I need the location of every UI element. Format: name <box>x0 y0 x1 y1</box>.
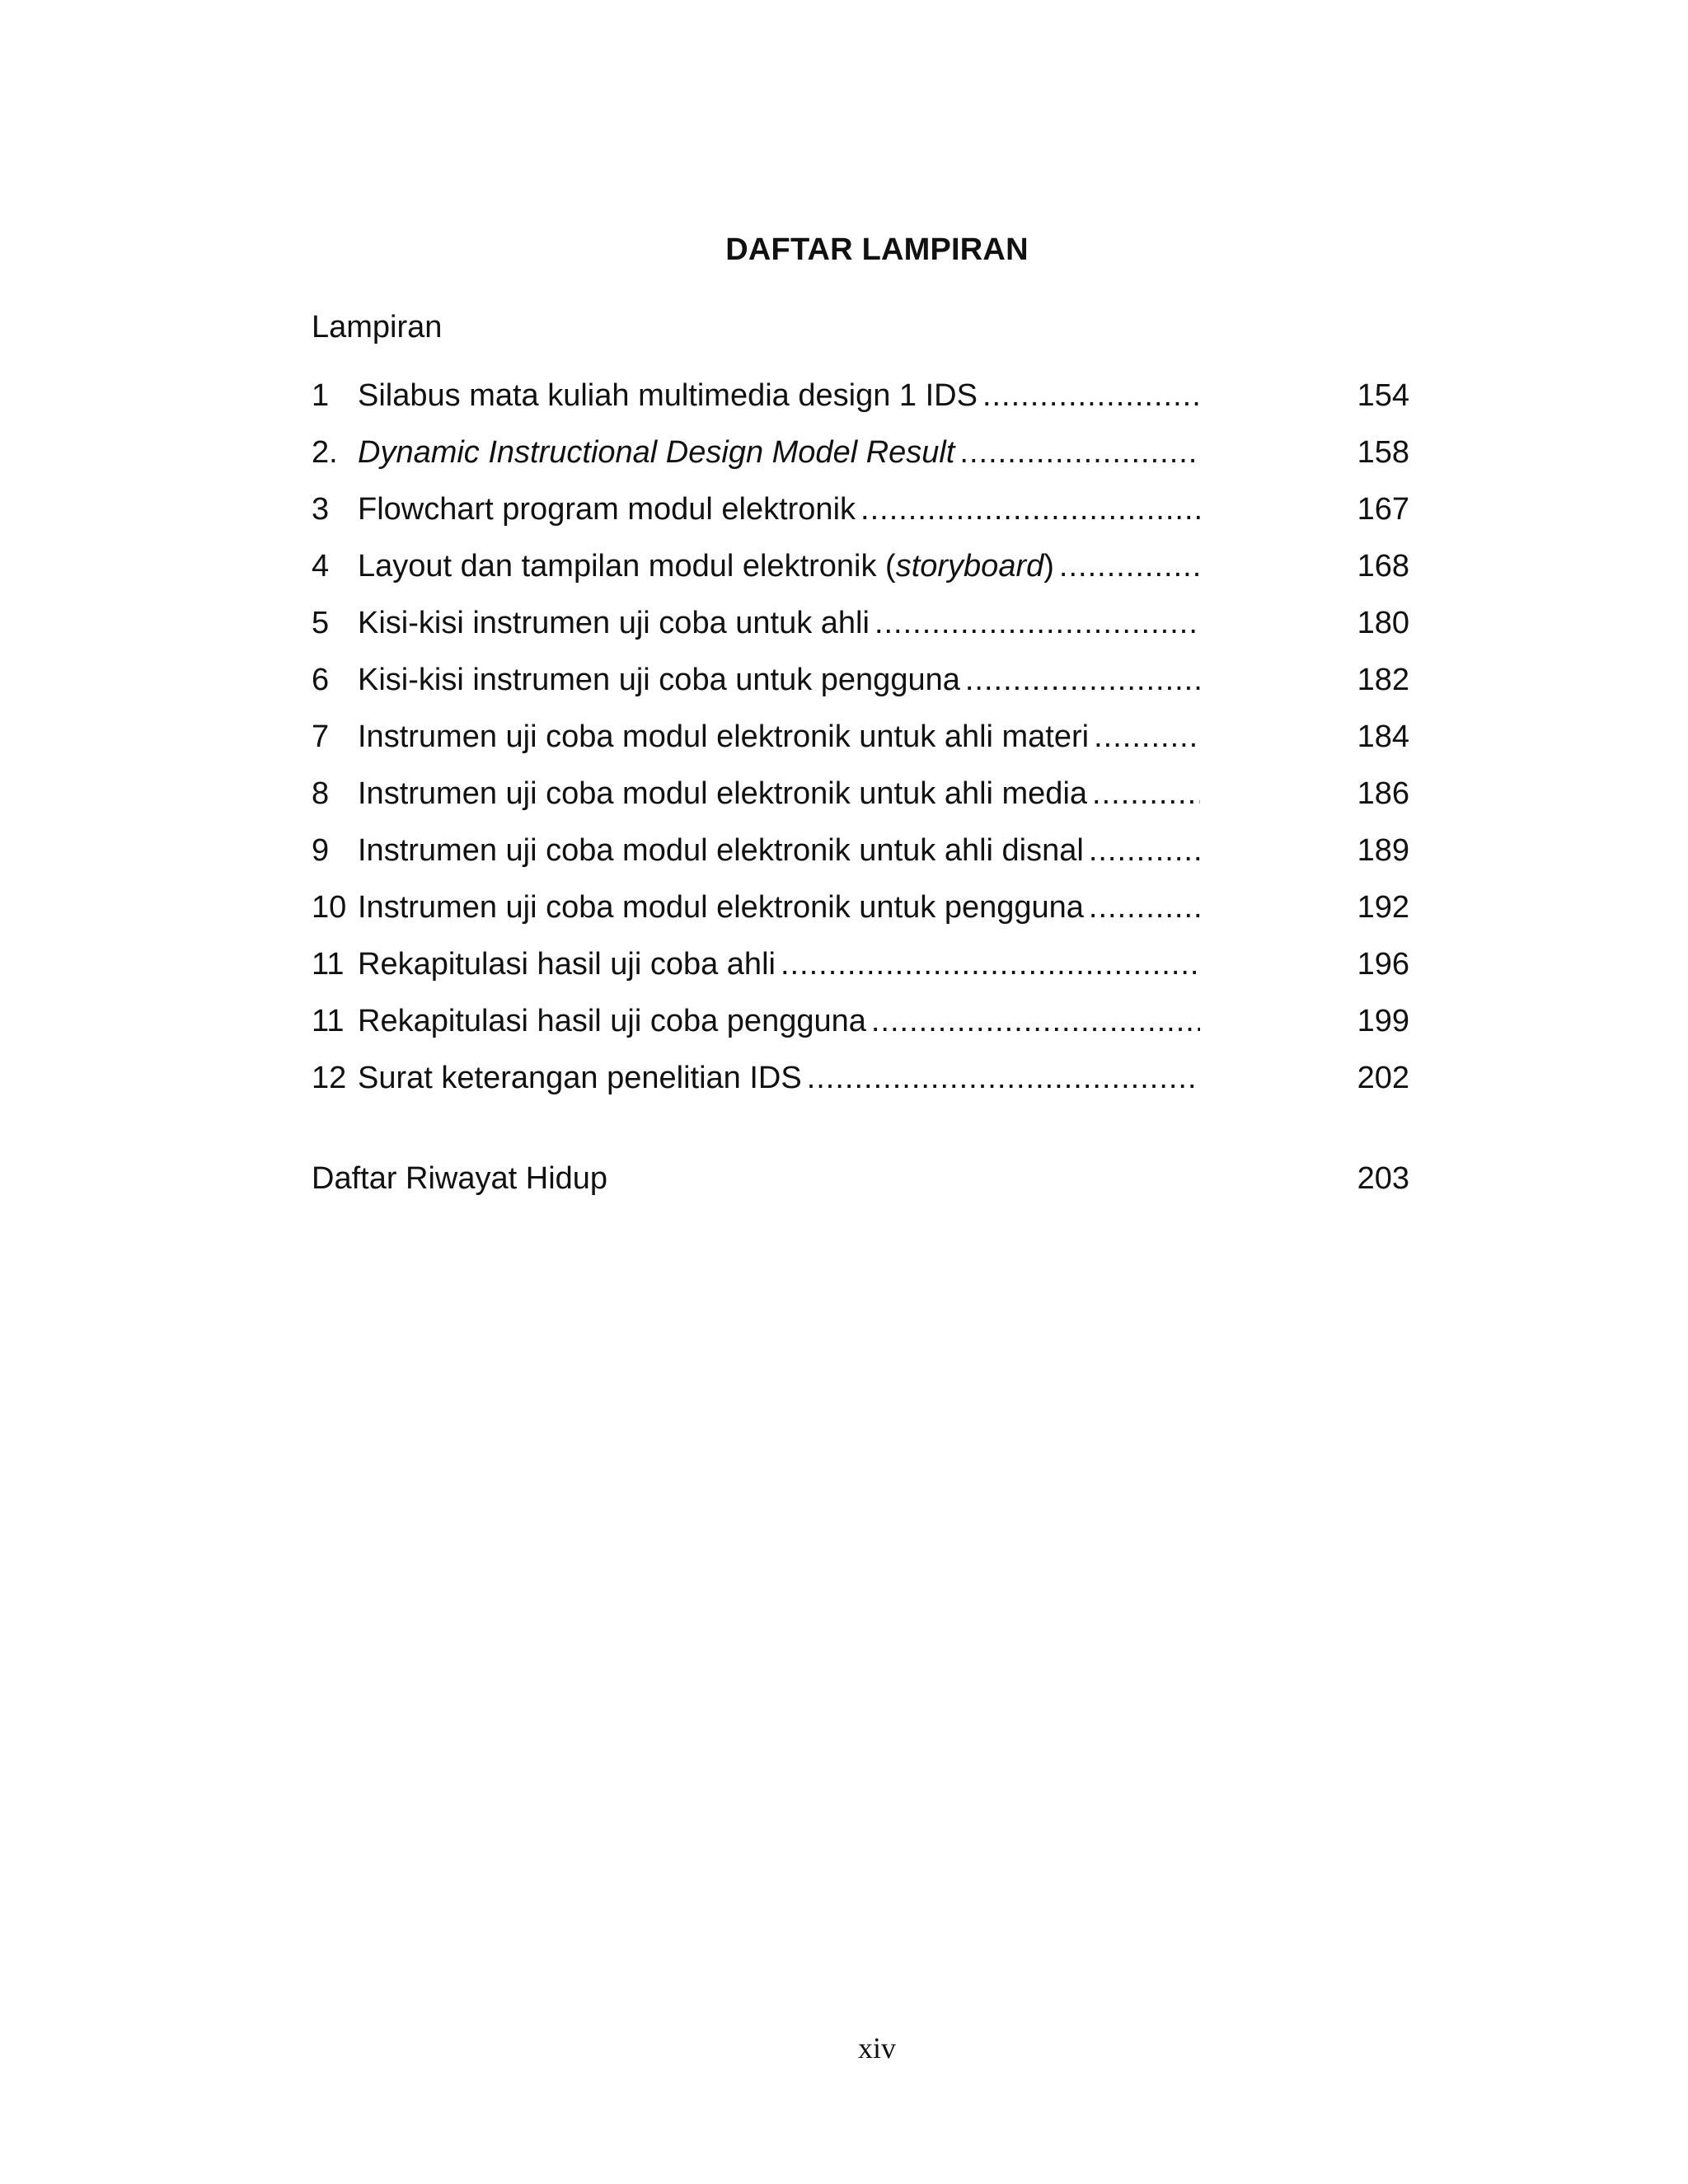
toc-entry <box>312 424 1409 481</box>
dot-leader <box>1089 823 1200 879</box>
toc-entry-title-wrap <box>358 538 1200 595</box>
toc-entry-page: 182 <box>1357 663 1409 697</box>
dot-leader <box>860 481 1200 538</box>
toc-entry-number: 3 <box>312 492 330 527</box>
toc-entry <box>312 766 1409 823</box>
dot-leader <box>781 936 1200 993</box>
page-title: DAFTAR LAMPIRAN <box>725 232 1029 267</box>
toc-entry-title <box>358 368 982 424</box>
toc-entry-title-part: Surat keterangan penelitian IDS <box>358 1061 802 1095</box>
toc-entry <box>312 993 1409 1050</box>
toc-entry-title-part: Layout dan tampilan modul elektronik ( <box>358 549 896 583</box>
toc-entry-number: 2. <box>312 435 338 470</box>
toc-entry <box>312 368 1409 424</box>
dot-leader <box>1059 538 1200 595</box>
toc-entry-title <box>358 652 965 709</box>
toc-entry-title-part: Rekapitulasi hasil uji coba pengguna <box>358 1004 866 1038</box>
toc-entry-title-wrap <box>358 766 1200 823</box>
toc-entry-page: 186 <box>1357 776 1409 811</box>
toc-entry <box>312 652 1409 709</box>
toc-entry-page: 189 <box>1357 833 1409 868</box>
toc-entry-title-wrap <box>358 481 1200 538</box>
toc-entry <box>312 538 1409 595</box>
dot-leader <box>965 652 1200 709</box>
toc-entry-title-wrap <box>358 652 1200 709</box>
toc-entry-title-part: Rekapitulasi hasil uji coba ahli <box>358 947 776 982</box>
toc-entry-title <box>358 936 781 993</box>
toc-entry-number: 5 <box>312 606 330 640</box>
dot-leader <box>871 993 1200 1050</box>
dot-leader <box>1089 879 1200 936</box>
toc-entry-title-part-italic: storyboard <box>895 549 1044 583</box>
toc-entry <box>312 936 1409 993</box>
toc-entry <box>312 481 1409 538</box>
toc-entry-title <box>358 709 1094 766</box>
toc-entry-number: 4 <box>312 549 330 583</box>
toc-entry-title-wrap <box>358 368 1200 424</box>
dot-leader <box>1094 709 1200 766</box>
toc-entry-title-part: Instrumen uji coba modul elektronik untuk pengguna <box>358 890 1084 925</box>
dot-leader <box>982 368 1200 424</box>
toc-entry-title-wrap <box>358 424 1200 481</box>
dot-leader <box>959 424 1200 481</box>
toc-entry-title <box>358 1050 807 1107</box>
toc-entry-title-wrap <box>358 1050 1200 1107</box>
toc-entry-page: 154 <box>1357 378 1409 413</box>
toc-entry-page: 167 <box>1357 492 1409 527</box>
toc-entry-page: 168 <box>1357 549 1409 583</box>
toc-entry <box>312 595 1409 652</box>
toc-entry-number: 6 <box>312 663 330 697</box>
toc-entry-title <box>358 481 860 538</box>
toc-entry-title <box>358 766 1092 823</box>
toc-entry-title-part: Kisi-kisi instrumen uji coba untuk pengguna <box>358 663 960 697</box>
toc-entry-number: 7 <box>312 719 330 754</box>
toc-entry-title-wrap <box>358 709 1200 766</box>
dot-leader <box>1092 766 1200 823</box>
toc-entry-title <box>358 823 1089 879</box>
toc-entry-number: 9 <box>312 833 330 868</box>
toc-entry-page: 199 <box>1357 1004 1409 1038</box>
toc-entry-title <box>358 879 1089 936</box>
toc-entry-page: 184 <box>1357 719 1409 754</box>
toc-entry-title-part: Flowchart program modul elektronik <box>358 492 856 527</box>
toc-entry-title-wrap <box>358 823 1200 879</box>
toc-entry-title <box>358 538 1059 595</box>
toc-entry-title-part: Silabus mata kuliah multimedia design 1 IDS <box>358 378 978 413</box>
toc-entry-number: 11 <box>312 947 345 982</box>
toc-entry-title-wrap <box>358 879 1200 936</box>
toc-entry-page: 196 <box>1357 947 1409 982</box>
toc-list <box>312 368 1409 1107</box>
toc-entry-title-part: Instrumen uji coba modul elektronik untuk ahli disnal <box>358 833 1084 868</box>
toc-entry-title-wrap <box>358 595 1200 652</box>
toc-entry-title <box>358 424 959 481</box>
toc-entry-number: 12 <box>312 1061 347 1095</box>
toc-entry-page: 202 <box>1357 1061 1409 1095</box>
toc-entry-number: 8 <box>312 776 330 811</box>
toc-entry-title-part: Kisi-kisi instrumen uji coba untuk ahli <box>358 606 870 640</box>
toc-entry-title-wrap <box>358 993 1200 1050</box>
section-label: Lampiran <box>312 310 443 344</box>
toc-entry-page: 192 <box>1357 890 1409 925</box>
toc-entry <box>312 1050 1409 1107</box>
toc-entry-title <box>358 993 871 1050</box>
final-toc-entry-page: 203 <box>1357 1161 1409 1196</box>
toc-entry-title-part: ) <box>1043 549 1054 583</box>
toc-entry-title-part: Instrumen uji coba modul elektronik untuk ahli media <box>358 776 1088 811</box>
final-toc-entry-title: Daftar Riwayat Hidup <box>312 1161 608 1196</box>
toc-entry <box>312 879 1409 936</box>
toc-entry-title <box>358 595 874 652</box>
dot-leader <box>874 595 1200 652</box>
final-toc-entry <box>312 1151 1409 1207</box>
toc-entry <box>312 823 1409 879</box>
dot-leader <box>807 1050 1200 1107</box>
toc-entry-number: 10 <box>312 890 347 925</box>
toc-entry-title-part: Dynamic Instructional Design Model Result <box>358 435 955 470</box>
toc-entry-number: 11 <box>312 1004 345 1038</box>
toc-entry-number: 1 <box>312 378 330 413</box>
toc-entry-page: 158 <box>1357 435 1409 470</box>
toc-entry <box>312 709 1409 766</box>
toc-entry-page: 180 <box>1357 606 1409 640</box>
toc-entry-title-part: Instrumen uji coba modul elektronik untuk ahli materi <box>358 719 1090 754</box>
toc-entry-title-wrap <box>358 936 1200 993</box>
page-number: xiv <box>857 2032 896 2064</box>
